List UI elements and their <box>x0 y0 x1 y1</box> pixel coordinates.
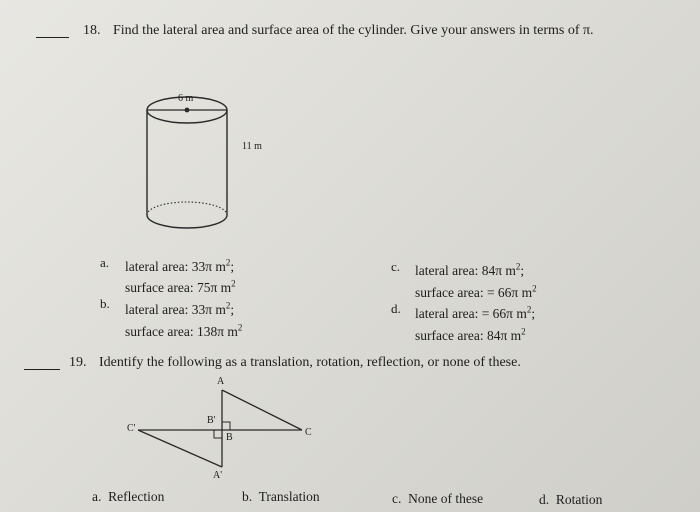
option-b-lateral: lateral area: 33π $m^2$; <box>125 300 235 317</box>
q19-prompt: Identify the following as a translation, rotation, reflection, or none of these. <box>99 355 521 370</box>
q18-prompt: Find the lateral area and surface area of the cylinder. Give your answers in terms of π. <box>113 23 594 38</box>
option-d-lateral: lateral area: = 66π $m^2$; <box>415 304 536 321</box>
vertex-B-label: B <box>226 432 233 443</box>
cylinder-center-dot <box>185 108 190 113</box>
option-a-letter[interactable]: a. <box>100 255 110 270</box>
right-angle-marker-upper <box>222 422 230 430</box>
height-label: 11 m <box>242 141 262 152</box>
vertex-C-label: C <box>305 427 312 438</box>
option-c-letter[interactable]: c. <box>391 259 401 274</box>
q19-answer-blank[interactable] <box>24 369 60 370</box>
cylinder-bottom-back <box>147 202 227 215</box>
vertex-Aprime-label: A' <box>213 470 223 481</box>
choice-b[interactable]: b. Translation <box>242 489 320 504</box>
option-a-lateral: lateral area: 33π $m^2$; <box>125 257 235 274</box>
vertex-A-label: A <box>217 376 225 387</box>
option-b-surface: surface area: 138π $m^2$ <box>125 322 243 339</box>
choice-c[interactable]: c. None of these <box>392 491 484 506</box>
choice-d[interactable]: d. Rotation <box>539 492 603 507</box>
cylinder-bottom-front <box>147 215 227 228</box>
vertex-Bprime-label: B' <box>207 415 216 426</box>
q19-number: 19. <box>69 355 87 370</box>
option-b-letter[interactable]: b. <box>100 296 110 311</box>
diameter-label: 6 m <box>178 93 194 104</box>
choice-a[interactable]: a. Reflection <box>92 489 165 504</box>
option-a-surface: surface area: 75π $m^2$ <box>125 278 236 295</box>
option-c-surface: surface area: = 66π $m^2$ <box>415 283 537 300</box>
right-angle-marker-lower <box>214 430 222 438</box>
vertex-Cprime-label: C' <box>127 423 136 434</box>
option-d-surface: surface area: 84π $m^2$ <box>415 326 526 343</box>
option-d-letter[interactable]: d. <box>391 301 401 316</box>
q18-answer-blank[interactable] <box>36 37 69 38</box>
q18-number: 18. <box>83 23 101 38</box>
option-c-lateral: lateral area: 84π $m^2$; <box>415 261 525 278</box>
segment-CprimeAprime <box>138 430 222 467</box>
segment-AC <box>222 390 302 430</box>
